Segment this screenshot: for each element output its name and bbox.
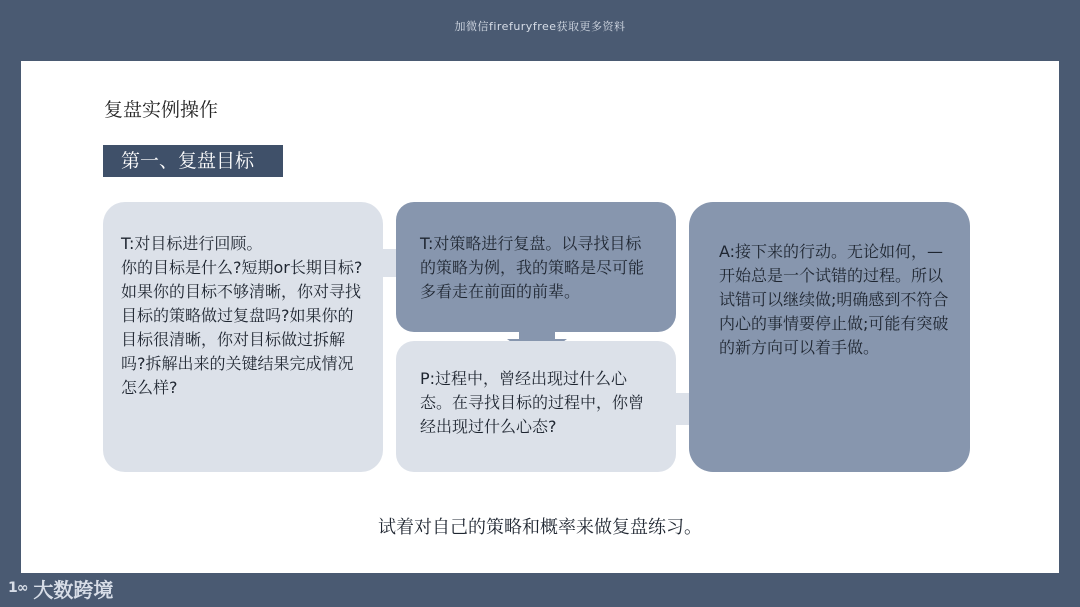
box-target-review: T:对目标进行回顾。 你的目标是什么?短期or长期目标? 如果你的目标不够清晰，你对寻找目标的策略做过复盘吗?如果你的目标很清晰，你对目标做过拆解吗?拆解出来的关键结果完成情况怎么样?	[103, 202, 383, 472]
section-tag: 第一、复盘目标	[103, 145, 283, 177]
logo-text: 大数跨境	[33, 577, 114, 602]
slide	[21, 61, 1059, 573]
header-note: 加微信firefuryfree获取更多资料	[454, 20, 626, 33]
box-strategy-review: T:对策略进行复盘。以寻找目标的策略为例，我的策略是尽可能多看走在前面的前辈。	[396, 202, 676, 332]
bottom-caption: 试着对自己的策略和概率来做复盘练习。	[378, 517, 702, 538]
box-process-mindset: P:过程中，曾经出现过什么心态。在寻找目标的过程中，你曾经出现过什么心态?	[396, 341, 676, 472]
slide-title: 复盘实例操作	[104, 99, 219, 121]
footer-logo	[8, 574, 113, 602]
box-next-action: A:接下来的行动。无论如何，—开始总是一个试错的过程。所以试错可以继续做;明确感到不符合内心的事情要停止做;可能有突破的新方向可以着手做。	[689, 202, 970, 472]
logo-mark-icon: 1∞	[8, 580, 28, 596]
